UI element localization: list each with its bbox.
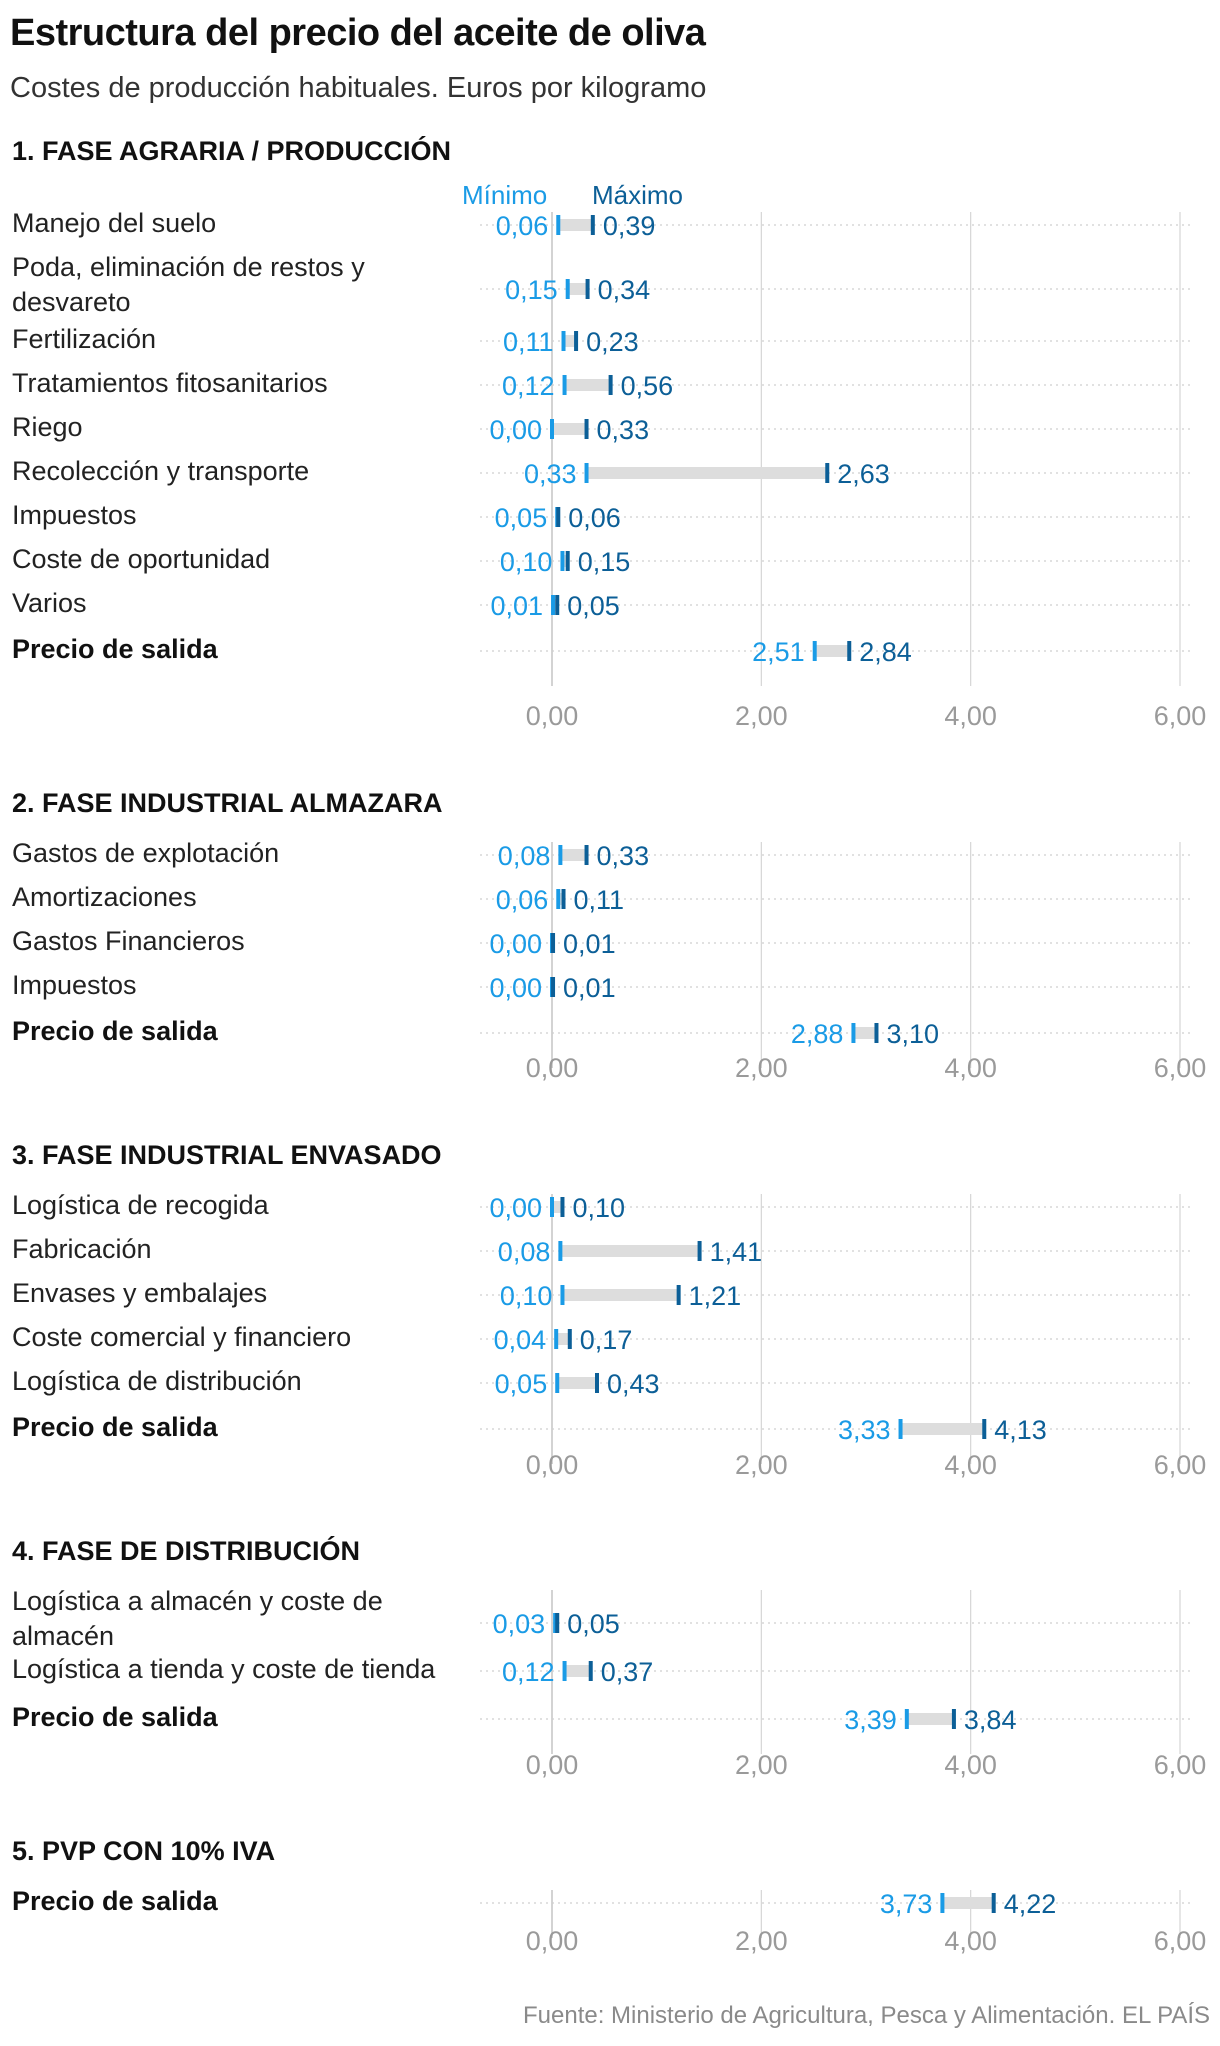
min-value-label: 0,05 (494, 503, 548, 533)
min-value-label: 0,15 (505, 275, 558, 305)
row-label: Varios (12, 588, 87, 618)
min-value-label: 2,51 (752, 637, 805, 667)
axis-tick-label: 6,00 (1153, 1926, 1207, 1956)
min-value-label: 3,73 (879, 1889, 933, 1919)
min-marker (940, 1893, 944, 1913)
axis-tick-label: 6,00 (1153, 1450, 1207, 1480)
min-value-label: 0,12 (501, 371, 555, 401)
row-label: Amortizaciones (12, 882, 197, 912)
section-title: 5. PVP CON 10% IVA (12, 1836, 276, 1866)
axis-tick-label: 4,00 (944, 1926, 997, 1956)
max-value-label: 4,13 (994, 1415, 1047, 1445)
row-label: Fabricación (12, 1234, 152, 1264)
row-label-total: Precio de salida (12, 1016, 218, 1046)
row-label: Riego (12, 412, 83, 442)
min-value-label: 0,00 (489, 415, 542, 445)
row-label: Tratamientos fitosanitarios (12, 368, 328, 398)
max-value-label: 0,01 (563, 929, 616, 959)
section-title: 4. FASE DE DISTRIBUCIÓN (12, 1536, 361, 1566)
row-label: Impuestos (12, 970, 137, 1000)
min-value-label: 0,06 (495, 885, 549, 915)
row-label: Logística de distribución (12, 1366, 302, 1396)
row-label-total: Precio de salida (12, 1886, 218, 1916)
axis-tick-label: 2,00 (735, 1450, 788, 1480)
max-value-label: 0,06 (568, 503, 621, 533)
min-value-label: 3,33 (837, 1415, 891, 1445)
max-value-label: 0,39 (602, 211, 656, 241)
axis-tick-label: 0,00 (525, 1053, 579, 1083)
row-label: Envases y embalajes (12, 1278, 268, 1308)
source-note: Fuente: Ministerio de Agricultura, Pesca y Alimentación. EL PAÍS (523, 2002, 1210, 2029)
max-value-label: 0,11 (573, 885, 625, 915)
row-label: Recolección y transporte (12, 456, 310, 486)
max-value-label: 0,43 (607, 1369, 660, 1399)
min-value-label: 0,04 (493, 1325, 547, 1355)
max-marker (992, 1893, 996, 1913)
row-label-total: Precio de salida (12, 1702, 218, 1732)
axis-tick-label: 4,00 (944, 1053, 997, 1083)
max-value-label: 0,37 (600, 1657, 654, 1687)
range-bar (942, 1897, 993, 1909)
max-value-label: 0,33 (596, 841, 650, 871)
max-value-label: 0,33 (596, 415, 650, 445)
max-value-label: 2,63 (837, 459, 890, 489)
min-value-label: 2,88 (790, 1019, 844, 1049)
max-value-label: 3,84 (963, 1705, 1017, 1735)
min-value-label: 0,08 (497, 841, 551, 871)
axis-tick-label: 2,00 (735, 1926, 788, 1956)
axis-tick-label: 4,00 (944, 1450, 997, 1480)
axis-tick-label: 2,00 (735, 1750, 788, 1780)
min-value-label: 0,12 (501, 1657, 555, 1687)
axis-tick-label: 2,00 (735, 1053, 788, 1083)
axis-tick-label: 0,00 (525, 1926, 579, 1956)
max-value-label: 0,01 (563, 973, 616, 1003)
chart-subtitle: Costes de producción habituales. Euros por kilogramo (10, 72, 707, 104)
section-title: 1. FASE AGRARIA / PRODUCCIÓN (12, 136, 452, 166)
row-label: Logística de recogida (12, 1190, 269, 1220)
max-value-label: 0,05 (567, 1609, 620, 1639)
section-title: 2. FASE INDUSTRIAL ALMAZARA (12, 788, 443, 818)
row-label-total: Precio de salida (12, 634, 218, 664)
row-label: Coste de oportunidad (12, 544, 271, 574)
chart-title: Estructura del precio del aceite de oliva (10, 12, 706, 54)
row-label: Logística a almacén y coste de almacén (12, 1586, 383, 1651)
min-value-label: 0,05 (494, 1369, 548, 1399)
min-value-label: 0,10 (499, 547, 553, 577)
axis-tick-label: 4,00 (944, 1750, 997, 1780)
row-label-total: Precio de salida (12, 1412, 218, 1442)
axis-tick-label: 0,00 (525, 1750, 579, 1780)
row-label: Poda, eliminación de restos y desvareto (12, 252, 365, 317)
max-value-label: 0,34 (597, 275, 651, 305)
max-value-label: 1,41 (709, 1237, 763, 1267)
row-label: Manejo del suelo (12, 208, 217, 238)
min-value-label: 0,00 (489, 973, 542, 1003)
min-value-label: 3,39 (844, 1705, 897, 1735)
row-label: Logística a tienda y coste de tienda (12, 1654, 436, 1684)
legend-min-label: Mínimo (462, 180, 548, 210)
min-value-label: 0,33 (523, 459, 577, 489)
legend-max-label: Máximo (592, 180, 684, 210)
min-value-label: 0,08 (497, 1237, 551, 1267)
max-value-label: 0,23 (586, 327, 639, 357)
axis-tick-label: 0,00 (525, 701, 579, 731)
axis-tick-label: 6,00 (1153, 1053, 1207, 1083)
axis-tick-label: 6,00 (1153, 701, 1207, 731)
min-value-label: 0,03 (492, 1609, 546, 1639)
max-value-label: 0,10 (572, 1193, 626, 1223)
max-value-label: 2,84 (859, 637, 912, 667)
min-value-label: 0,10 (499, 1281, 553, 1311)
max-value-label: 0,17 (579, 1325, 633, 1355)
row-label: Gastos Financieros (12, 926, 245, 956)
max-value-label: 3,10 (886, 1019, 940, 1049)
section-title: 3. FASE INDUSTRIAL ENVASADO (12, 1140, 442, 1170)
axis-tick-label: 4,00 (944, 701, 997, 731)
min-value-label: 0,00 (489, 929, 542, 959)
row-label: Impuestos (12, 500, 137, 530)
axis-tick-label: 2,00 (735, 701, 788, 731)
max-value-label: 0,15 (577, 547, 631, 577)
row-label: Coste comercial y financiero (12, 1322, 352, 1352)
max-value-label: 0,05 (567, 591, 620, 621)
min-value-label: 0,00 (489, 1193, 542, 1223)
min-value-label: 0,06 (495, 211, 549, 241)
row-label: Gastos de explotación (12, 838, 280, 868)
max-value-label: 1,21 (688, 1281, 742, 1311)
row-label: Fertilización (12, 324, 157, 354)
min-value-label: 0,01 (490, 591, 544, 621)
min-value-label: 0,11 (502, 327, 554, 357)
axis-tick-label: 0,00 (525, 1450, 579, 1480)
axis-tick-label: 6,00 (1153, 1750, 1207, 1780)
max-value-label: 0,56 (620, 371, 674, 401)
max-value-label: 4,22 (1003, 1889, 1057, 1919)
